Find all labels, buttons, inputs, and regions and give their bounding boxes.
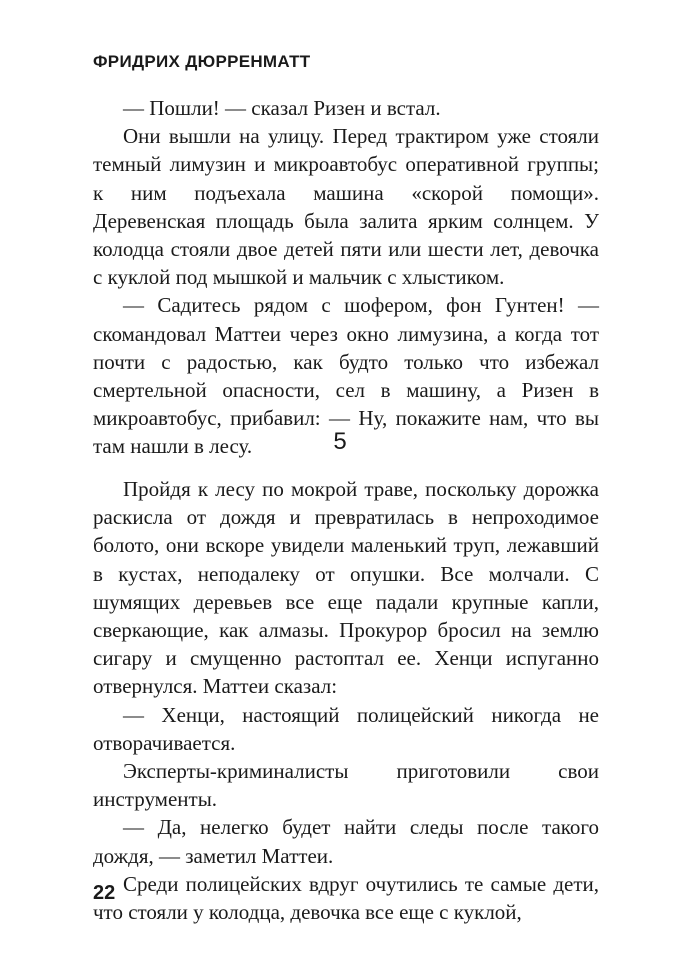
chapter-number: 5 [333, 428, 347, 455]
running-header-author: ФРИДРИХ ДЮРРЕНМАТТ [93, 52, 311, 71]
page-number: 22 [93, 882, 116, 904]
paragraph: — Хенци, настоящий полицейский никогда не отворачивается. [93, 702, 599, 755]
paragraph: — Да, нелегко будет найти следы после такого дождя, — заметил Маттеи. [93, 815, 599, 868]
paragraph: Среди полицейских вдруг очутились те самые дети, что стояли у колодца, девочка все еще с куклой, [93, 871, 599, 925]
paragraph: Пройдя к лесу по мокрой траве, поскольку дорожка раскисла от дождя и превратилась в непроходимое болото, они вскоре увидели маленький труп, лежавший в кустах, неподалеку от опушки. Все молчали. С шумящих деревьев все еще падали крупные капли, сверкающие, как алмазы. Прокурор бросил на землю сигару и смущенно растоптал ее. Хенци испуганно отвернулся. Маттеи сказал: [93, 477, 599, 699]
text-block-bottom [93, 475, 599, 926]
paragraph: Эксперты-криминалисты приготовили свои инструменты. [93, 759, 599, 812]
paragraph: Они вышли на улицу. Перед трактиром уже стояли темный лимузин и микроавтобус оперативной группы; к ним подъехала машина «скорой помощи». Деревенская площадь была залита ярким солнцем. У колодца стояли двое детей пяти или шести лет, девочка с куклой под мышкой и мальчик с хлыстиком. [93, 124, 599, 290]
paragraph: — Пошли! — сказал Ризен и встал. [123, 96, 441, 120]
text-block-top [93, 94, 599, 461]
paragraph: — Садитесь рядом с шофером, фон Гунтен! — скомандовал Маттеи через окно лимузина, а когда тот почти с радостью, как будто только что избежал смертельной опасности, сел в машину, а Ризен в микроавтобус, прибавил: — Ну, покажите нам, что вы там нашли в лесу. [93, 293, 599, 459]
